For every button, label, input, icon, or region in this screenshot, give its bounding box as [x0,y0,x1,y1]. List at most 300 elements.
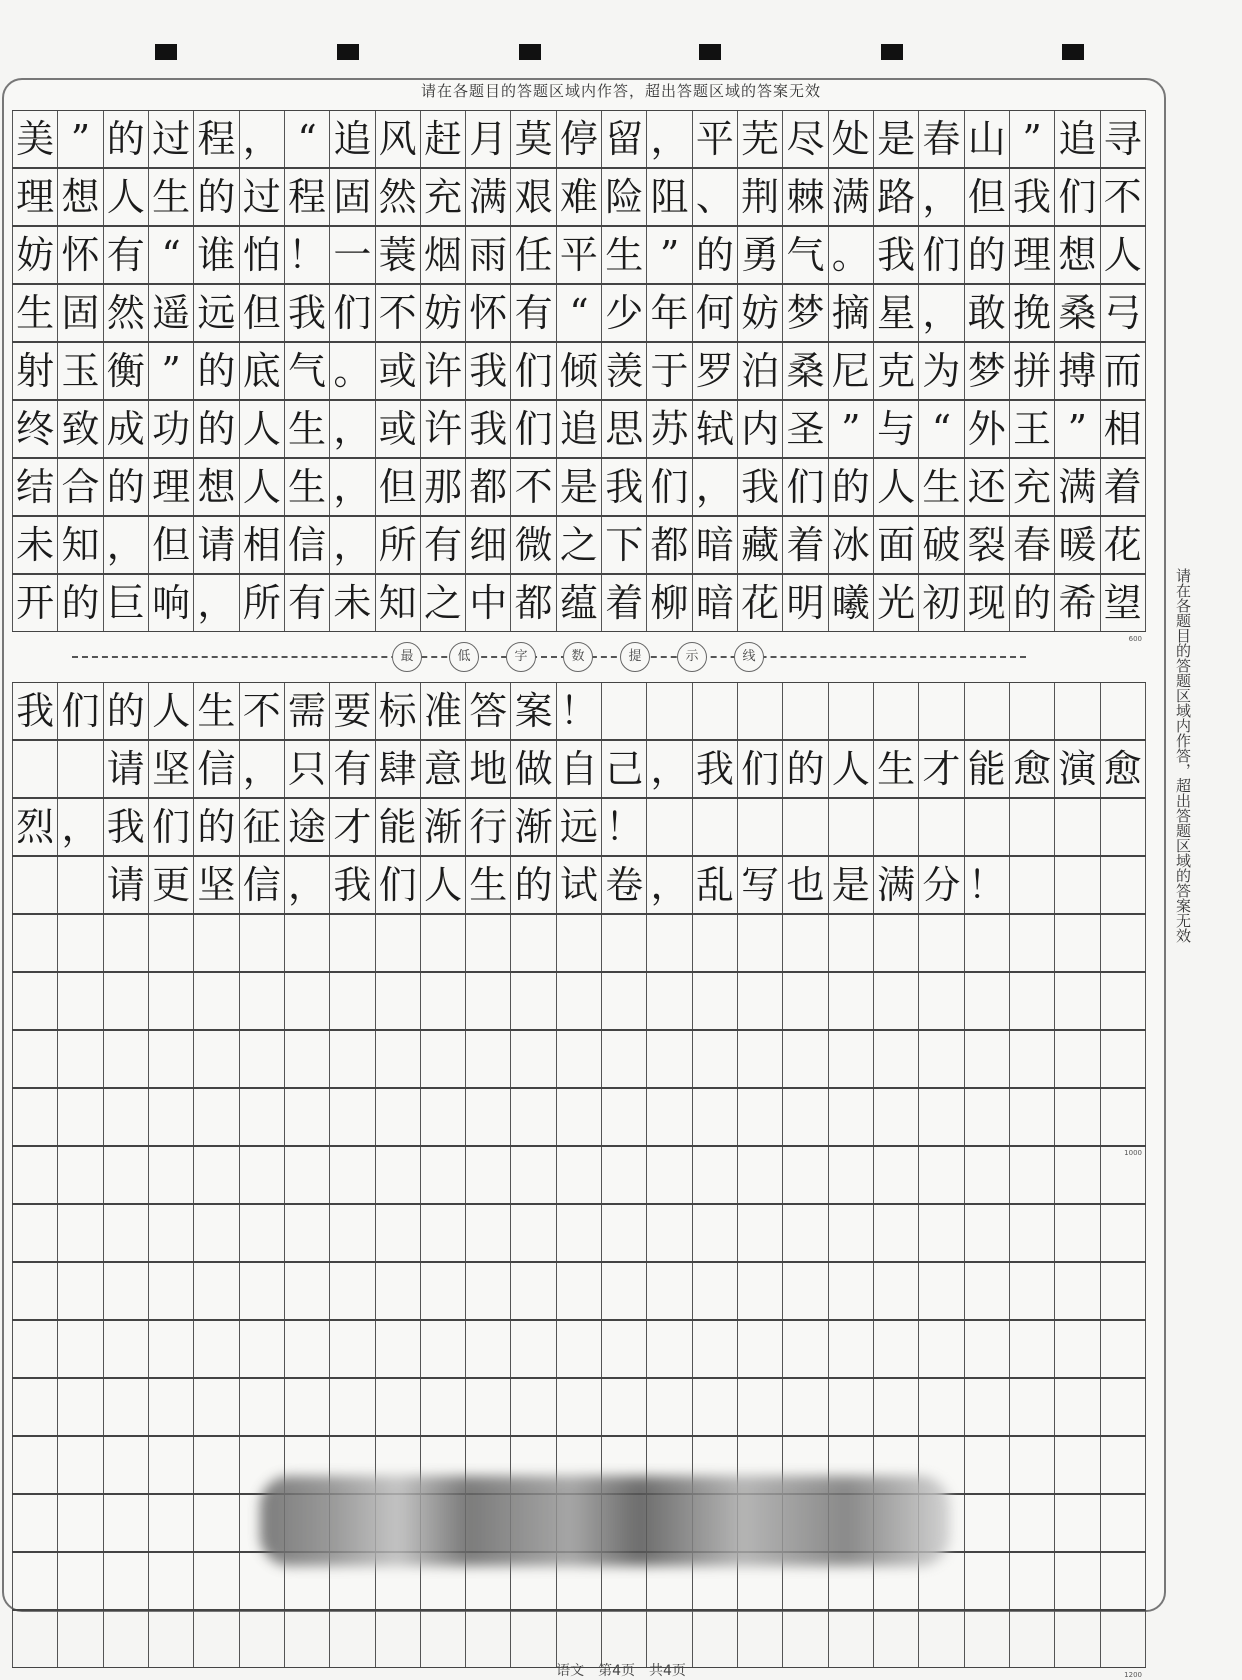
grid-cell: 人 [149,683,194,739]
grid-cell [58,857,103,913]
grid-cell [693,683,738,739]
grid-cell [919,1263,964,1319]
grid-cell [738,1611,783,1667]
grid-cell: 远 [557,799,602,855]
grid-cell [104,1553,149,1609]
grid-cell [421,973,466,1029]
grid-cell [557,973,602,1029]
grid-cell [58,1437,103,1493]
grid-cell [738,683,783,739]
grid-cell [330,1205,375,1261]
grid-cell: 克 [874,343,919,399]
grid-cell [647,1031,692,1087]
grid-cell: 愈 [1101,741,1146,797]
grid-cell: 生 [602,227,647,283]
grid-cell: ， [330,459,375,515]
grid-cell [149,1437,194,1493]
grid-cell: 人 [421,857,466,913]
essay-grid-row [12,914,1146,972]
grid-cell [829,1147,874,1203]
grid-cell [58,1205,103,1261]
essay-grid-row [12,226,1146,284]
grid-cell: 烟 [421,227,466,283]
grid-cell: 都 [647,517,692,573]
grid-cell [1101,1205,1146,1261]
grid-cell: 满 [874,857,919,913]
grid-cell [874,1321,919,1377]
grid-cell: 己 [602,741,647,797]
word-count-marker: 600 [1128,635,1142,643]
grid-cell [330,1089,375,1145]
grid-cell: 破 [919,517,964,573]
grid-cell [1010,683,1055,739]
grid-cell [194,1553,239,1609]
grid-cell [12,973,58,1029]
grid-cell: 我 [1010,169,1055,225]
grid-cell [330,1147,375,1203]
grid-cell [647,915,692,971]
grid-cell: 着 [1101,459,1146,515]
grid-cell: 之 [557,517,602,573]
grid-cell: 请 [104,857,149,913]
grid-cell [693,1611,738,1667]
grid-cell [194,1263,239,1319]
grid-cell [194,1611,239,1667]
grid-cell: 致 [58,401,103,457]
grid-cell: ” [647,227,692,283]
grid-cell: 只 [285,741,330,797]
grid-cell: 理 [12,169,58,225]
hint-line-char: 字 [506,642,536,672]
grid-cell [421,1089,466,1145]
grid-cell: 我 [104,799,149,855]
grid-cell: 我 [602,459,647,515]
grid-cell [829,1089,874,1145]
grid-cell: 的 [693,227,738,283]
grid-cell: 我 [330,857,375,913]
grid-cell: 妨 [738,285,783,341]
grid-cell [1055,1437,1100,1493]
grid-cell: 阻 [647,169,692,225]
grid-cell: 何 [693,285,738,341]
grid-cell [511,1611,556,1667]
grid-cell: 渐 [421,799,466,855]
timing-marker [699,44,721,60]
grid-cell: ， [647,111,692,167]
grid-cell: 想 [1055,227,1100,283]
grid-cell: 程 [285,169,330,225]
grid-cell: ！ [965,857,1010,913]
grid-cell [511,915,556,971]
grid-cell [194,915,239,971]
essay-grid-row [12,856,1146,914]
essay-grid-row [12,458,1146,516]
grid-cell: 人 [1101,227,1146,283]
grid-cell [285,1611,330,1667]
grid-cell: 路 [874,169,919,225]
hint-line-char: 数 [563,642,593,672]
grid-cell: 响 [149,575,194,631]
grid-cell [693,915,738,971]
grid-cell: 的 [104,459,149,515]
grid-cell: 难 [557,169,602,225]
grid-cell: 合 [58,459,103,515]
grid-cell: 生 [285,459,330,515]
grid-cell [647,799,692,855]
grid-cell [194,1147,239,1203]
grid-cell: 搏 [1055,343,1100,399]
grid-cell: 的 [194,343,239,399]
grid-cell [330,973,375,1029]
grid-cell [104,1379,149,1435]
grid-cell: ， [104,517,149,573]
grid-cell: 摘 [829,285,874,341]
grid-cell [693,1205,738,1261]
grid-cell [12,915,58,971]
grid-cell: 微 [511,517,556,573]
grid-cell: 但 [240,285,285,341]
grid-cell [965,1553,1010,1609]
grid-cell [874,1379,919,1435]
grid-cell [1101,1611,1146,1667]
grid-cell: ， [330,517,375,573]
grid-cell: ， [647,857,692,913]
grid-cell [693,1147,738,1203]
grid-cell [738,1205,783,1261]
grid-cell: 但 [376,459,421,515]
grid-cell [194,1437,239,1493]
grid-cell [376,1031,421,1087]
grid-cell: 但 [965,169,1010,225]
grid-cell: 相 [1101,401,1146,457]
essay-grid-row [12,1378,1146,1436]
grid-cell [919,683,964,739]
grid-cell: 成 [104,401,149,457]
grid-cell [149,1379,194,1435]
grid-cell [240,1263,285,1319]
grid-cell [285,1321,330,1377]
grid-cell [104,973,149,1029]
grid-cell [194,973,239,1029]
grid-cell: 写 [738,857,783,913]
grid-cell: ” [149,343,194,399]
grid-cell: 人 [240,401,285,457]
grid-cell [647,1611,692,1667]
grid-cell [58,915,103,971]
grid-cell: 或 [376,401,421,457]
grid-cell: 们 [376,857,421,913]
grid-cell: ， [919,285,964,341]
grid-cell [965,1379,1010,1435]
grid-cell: 需 [285,683,330,739]
grid-cell [1101,683,1146,739]
grid-cell [12,1553,58,1609]
grid-cell: “ [919,401,964,457]
grid-cell: ， [58,799,103,855]
grid-cell: 苏 [647,401,692,457]
timing-marker [1062,44,1084,60]
grid-cell [330,1263,375,1319]
grid-cell [1101,1495,1146,1551]
grid-cell: ， [240,111,285,167]
grid-cell: 雨 [466,227,511,283]
grid-cell [104,1611,149,1667]
grid-cell [12,1321,58,1377]
grid-cell [511,1147,556,1203]
grid-cell [557,1205,602,1261]
grid-cell [738,973,783,1029]
grid-cell [647,973,692,1029]
grid-cell: 都 [511,575,556,631]
grid-cell: 但 [149,517,194,573]
grid-cell [647,1089,692,1145]
grid-cell: 莫 [511,111,556,167]
grid-cell [783,915,828,971]
essay-grid-row [12,1262,1146,1320]
grid-cell: 的 [194,799,239,855]
grid-cell: 所 [240,575,285,631]
grid-cell: 之 [421,575,466,631]
grid-cell: 相 [240,517,285,573]
grid-cell [149,1495,194,1551]
grid-cell [466,1263,511,1319]
grid-cell: 藏 [738,517,783,573]
grid-cell: 有 [421,517,466,573]
essay-grid-row [12,682,1146,740]
grid-cell: 的 [58,575,103,631]
grid-cell: 愈 [1010,741,1055,797]
grid-cell: 人 [829,741,874,797]
grid-cell [783,973,828,1029]
grid-cell: 外 [965,401,1010,457]
grid-cell: 倾 [557,343,602,399]
grid-cell [376,1089,421,1145]
grid-cell: 风 [376,111,421,167]
grid-cell [285,1089,330,1145]
grid-cell: 不 [376,285,421,341]
grid-cell: 是 [874,111,919,167]
grid-cell: 轼 [693,401,738,457]
grid-cell: 有 [285,575,330,631]
grid-cell [557,1611,602,1667]
grid-cell: 充 [421,169,466,225]
grid-cell [1055,1553,1100,1609]
grid-cell: 们 [511,343,556,399]
grid-cell: 理 [149,459,194,515]
grid-cell [104,1437,149,1493]
grid-cell: 都 [466,459,511,515]
grid-cell [965,973,1010,1029]
grid-cell [12,1031,58,1087]
grid-cell [1101,1031,1146,1087]
grid-cell [602,1089,647,1145]
grid-cell: 尽 [783,111,828,167]
grid-cell: 桑 [1055,285,1100,341]
grid-cell [1055,1321,1100,1377]
grid-cell [602,1205,647,1261]
grid-cell [421,915,466,971]
grid-cell: 敢 [965,285,1010,341]
grid-cell: 春 [919,111,964,167]
essay-grid-row [12,1088,1146,1157]
grid-cell [693,1321,738,1377]
grid-cell: 衡 [104,343,149,399]
grid-cell [58,1147,103,1203]
grid-cell: 遥 [149,285,194,341]
grid-cell [965,1031,1010,1087]
grid-cell: 的 [1010,575,1055,631]
grid-cell [783,1611,828,1667]
grid-cell: ！ [285,227,330,283]
grid-cell: 山 [965,111,1010,167]
grid-cell: 怀 [58,227,103,283]
grid-cell: 能 [376,799,421,855]
grid-cell [738,1263,783,1319]
grid-cell [58,741,103,797]
grid-cell [965,1147,1010,1203]
hint-line-char: 提 [620,642,650,672]
grid-cell [1055,1089,1100,1145]
grid-cell: 乱 [693,857,738,913]
grid-cell [783,1031,828,1087]
grid-cell: 、 [693,169,738,225]
grid-cell: 准 [421,683,466,739]
grid-cell: 生 [466,857,511,913]
grid-cell [12,1263,58,1319]
grid-cell: 一 [330,227,375,283]
grid-cell: 生 [285,401,330,457]
side-notice: 请在各题目的答题区域内作答，超出答题区域的答案无效 [1174,568,1192,943]
essay-grid-row [12,400,1146,458]
essay-grid-row [12,740,1146,798]
grid-cell [376,1205,421,1261]
grid-cell [783,1379,828,1435]
grid-cell: 我 [285,285,330,341]
grid-cell [194,1379,239,1435]
grid-cell [421,1321,466,1377]
grid-cell: 挽 [1010,285,1055,341]
grid-cell [1055,1611,1100,1667]
grid-cell: 暗 [693,575,738,631]
grid-cell [58,1089,103,1145]
grid-cell [149,915,194,971]
redacted-mosaic [260,1476,950,1566]
grid-cell [647,1379,692,1435]
grid-cell [330,1611,375,1667]
grid-cell [466,973,511,1029]
grid-cell [783,1321,828,1377]
grid-cell [602,683,647,739]
grid-cell [829,1263,874,1319]
grid-cell: 生 [874,741,919,797]
grid-cell [1010,1205,1055,1261]
grid-cell [1055,683,1100,739]
grid-cell [829,973,874,1029]
grid-cell [466,1089,511,1145]
timing-marker [519,44,541,60]
grid-cell: 或 [376,343,421,399]
grid-cell [783,1089,828,1145]
grid-cell: ， [693,459,738,515]
grid-cell: 们 [783,459,828,515]
grid-cell: 我 [466,401,511,457]
grid-cell [240,1321,285,1377]
grid-cell [829,1611,874,1667]
grid-cell: 才 [919,741,964,797]
grid-cell [149,1089,194,1145]
grid-cell [149,1031,194,1087]
timing-marker [337,44,359,60]
grid-cell [557,1263,602,1319]
grid-cell [874,1031,919,1087]
grid-cell: 下 [602,517,647,573]
grid-cell [783,1205,828,1261]
grid-cell [1010,1321,1055,1377]
grid-cell: 为 [919,343,964,399]
grid-cell [149,1147,194,1203]
grid-cell: 才 [330,799,375,855]
grid-cell: 艰 [511,169,556,225]
grid-cell: 花 [738,575,783,631]
grid-cell: 思 [602,401,647,457]
grid-cell: 年 [647,285,692,341]
grid-cell: 有 [511,285,556,341]
grid-cell: 谁 [194,227,239,283]
grid-cell [376,1379,421,1435]
grid-cell: 明 [783,575,828,631]
grid-cell: 裂 [965,517,1010,573]
grid-cell: 追 [1055,111,1100,167]
grid-cell [647,1321,692,1377]
grid-cell: 的 [783,741,828,797]
grid-cell [1101,1147,1146,1203]
grid-cell [557,1379,602,1435]
grid-cell: 那 [421,459,466,515]
grid-cell [466,1031,511,1087]
grid-cell [1101,1089,1146,1145]
grid-cell: 的 [829,459,874,515]
grid-cell [285,1147,330,1203]
grid-cell: 们 [738,741,783,797]
grid-cell: 做 [511,741,556,797]
grid-cell [738,1031,783,1087]
grid-cell [1055,799,1100,855]
grid-cell [874,1263,919,1319]
grid-cell: 还 [965,459,1010,515]
grid-cell [149,1611,194,1667]
grid-cell: 然 [376,169,421,225]
grid-cell: 巨 [104,575,149,631]
grid-cell: ， [285,857,330,913]
grid-cell [1010,915,1055,971]
grid-cell [693,1379,738,1435]
grid-cell: “ [285,111,330,167]
grid-cell: 蕴 [557,575,602,631]
grid-cell: 棘 [783,169,828,225]
grid-cell [376,1263,421,1319]
grid-cell [376,1147,421,1203]
grid-cell [149,1321,194,1377]
grid-cell: 烈 [12,799,58,855]
grid-cell: 留 [602,111,647,167]
grid-cell [829,1379,874,1435]
grid-cell [240,973,285,1029]
grid-cell [1010,1379,1055,1435]
grid-cell: 生 [149,169,194,225]
grid-cell [602,1379,647,1435]
grid-cell [919,1205,964,1261]
grid-cell: 肆 [376,741,421,797]
